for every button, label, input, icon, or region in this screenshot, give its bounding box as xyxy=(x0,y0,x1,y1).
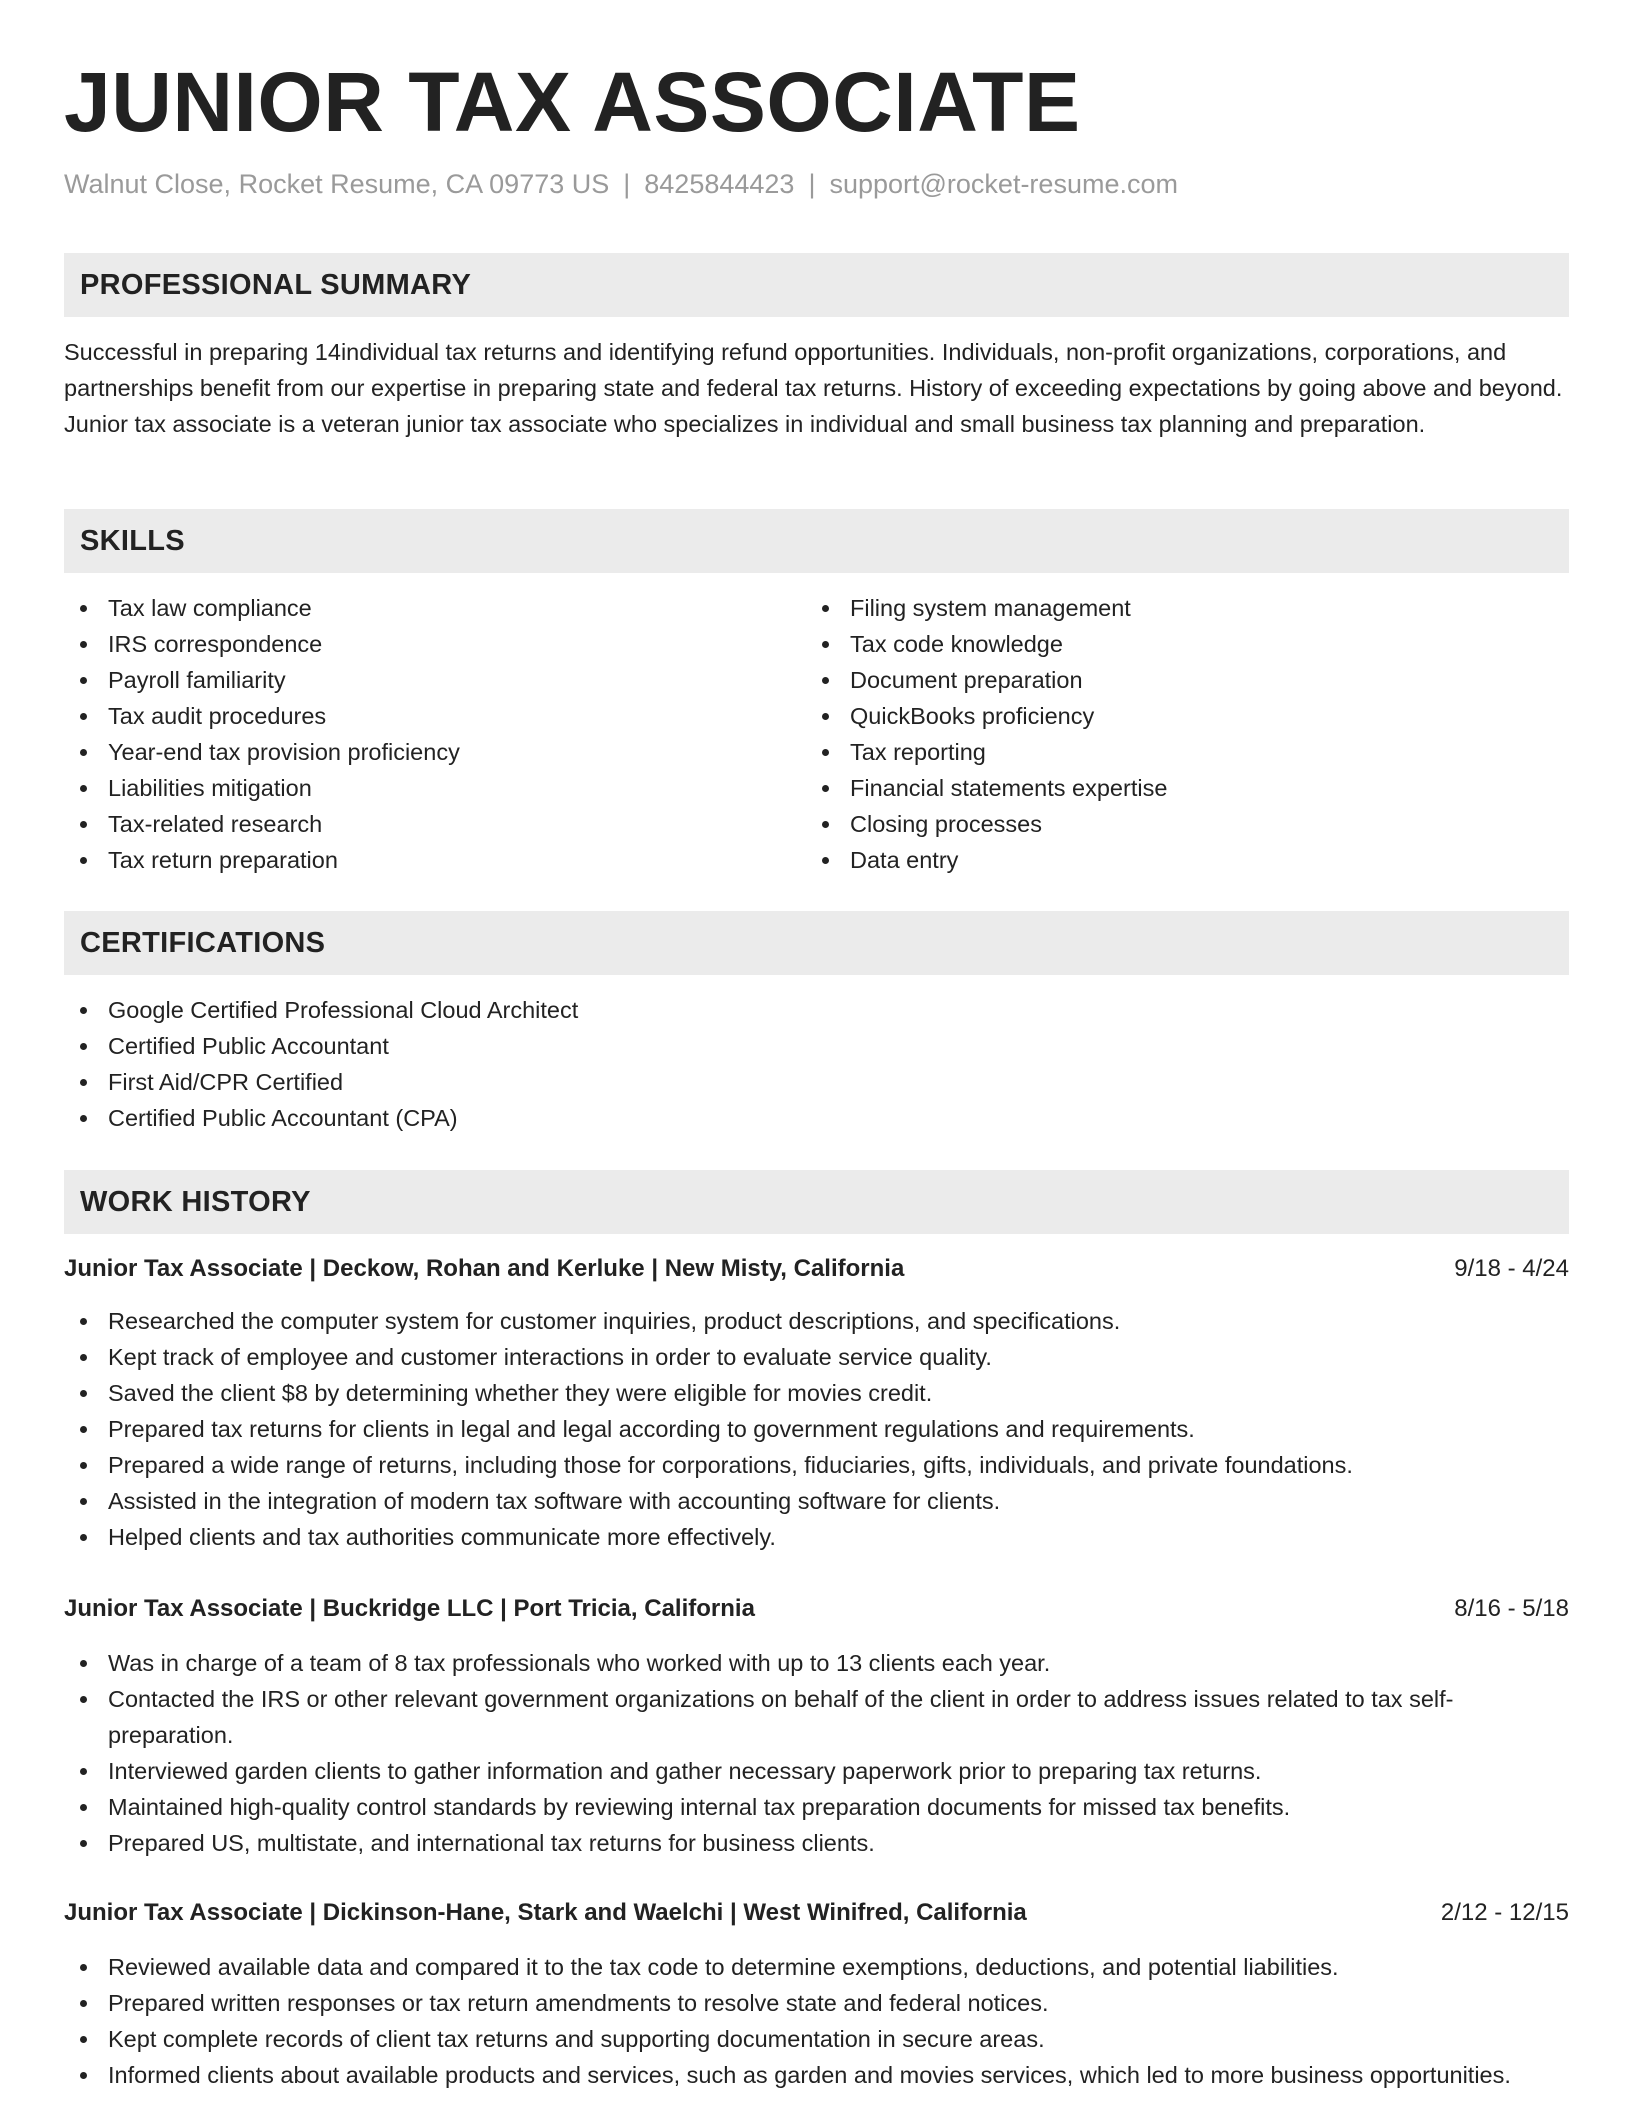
job-bullet: Researched the computer system for customer inquiries, product descriptions, and specifications. xyxy=(64,1303,1569,1339)
certifications-list xyxy=(64,992,1569,1136)
job-bullet: Maintained high-quality control standards by reviewing internal tax preparation documents for missed tax benefits. xyxy=(64,1789,1569,1825)
section-header-skills: SKILLS xyxy=(64,509,1569,573)
skill-item: Filing system management xyxy=(806,590,1548,626)
job-bullet: Assisted in the integration of modern tax software with accounting software for clients. xyxy=(64,1483,1569,1519)
contact-phone: 8425844423 xyxy=(644,169,795,199)
skill-item: Payroll familiarity xyxy=(64,662,806,698)
job-bullet: Interviewed garden clients to gather information and gather necessary paperwork prior to preparing tax returns. xyxy=(64,1753,1569,1789)
contact-address: Walnut Close, Rocket Resume, CA 09773 US xyxy=(64,169,610,199)
skill-item: QuickBooks proficiency xyxy=(806,698,1548,734)
summary-text: Successful in preparing 14individual tax returns and identifying refund opportunities. Individuals, non-profit organizations, corporations, and partnerships benefit from our expertise in preparing state and federal tax returns. History of exceeding expectations by going above and beyond. Junior tax associate is a veteran junior tax associate who specializes in individual and small business tax planning and preparation. xyxy=(64,339,1563,437)
skill-item: Liabilities mitigation xyxy=(64,770,806,806)
skill-item: Financial statements expertise xyxy=(806,770,1548,806)
section-header-certifications: CERTIFICATIONS xyxy=(64,911,1569,975)
contact-email: support@rocket-resume.com xyxy=(829,169,1178,199)
job-bullet: Reviewed available data and compared it to the tax code to determine exemptions, deductions, and potential liabilities. xyxy=(64,1949,1569,1985)
skill-item: IRS correspondence xyxy=(64,626,806,662)
job-bullet: Kept track of employee and customer interactions in order to evaluate service quality. xyxy=(64,1339,1569,1375)
skill-item: Tax code knowledge xyxy=(806,626,1548,662)
job-dates: 2/12 - 12/15 xyxy=(1440,1899,1569,1926)
job-bullet: Prepared written responses or tax return amendments to resolve state and federal notices. xyxy=(64,1985,1569,2021)
certification-item: Google Certified Professional Cloud Architect xyxy=(64,992,1569,1028)
section-header-summary: PROFESSIONAL SUMMARY xyxy=(64,253,1569,317)
contact-line xyxy=(64,166,1178,202)
skill-item: Tax audit procedures xyxy=(64,698,806,734)
job-bullets xyxy=(64,1303,1569,1555)
skill-item: Closing processes xyxy=(806,806,1548,842)
skill-item: Tax law compliance xyxy=(64,590,806,626)
job-bullet: Informed clients about available products and services, such as garden and movies services, which led to more business opportunities. xyxy=(64,2057,1569,2093)
job-bullet: Prepared tax returns for clients in legal and legal according to government regulations and requirements. xyxy=(64,1411,1569,1447)
job-header xyxy=(64,1591,1569,1627)
job-bullet: Helped clients and tax authorities communicate more effectively. xyxy=(64,1519,1569,1555)
job-title: Junior Tax Associate | Buckridge LLC | Port Tricia, California xyxy=(64,1595,755,1622)
job-bullet: Contacted the IRS or other relevant government organizations on behalf of the client in order to address issues related to tax self-preparation. xyxy=(64,1681,1569,1753)
job-bullet: Kept complete records of client tax returns and supporting documentation in secure areas. xyxy=(64,2021,1569,2057)
job-dates: 8/16 - 5/18 xyxy=(1454,1595,1569,1622)
certification-item: First Aid/CPR Certified xyxy=(64,1064,1569,1100)
contact-separator: | xyxy=(808,169,816,199)
job-title: Junior Tax Associate | Deckow, Rohan and Kerluke | New Misty, California xyxy=(64,1255,905,1282)
skills-list-left xyxy=(64,590,806,878)
job-bullet: Saved the client $8 by determining whether they were eligible for movies credit. xyxy=(64,1375,1569,1411)
contact-separator: | xyxy=(623,169,631,199)
certification-item: Certified Public Accountant (CPA) xyxy=(64,1100,1569,1136)
job-header xyxy=(64,1251,1569,1287)
job-header xyxy=(64,1895,1569,1931)
skill-item: Year-end tax provision proficiency xyxy=(64,734,806,770)
job-bullet: Prepared US, multistate, and international tax returns for business clients. xyxy=(64,1825,1569,1861)
skill-item: Tax reporting xyxy=(806,734,1548,770)
section-header-work-history: WORK HISTORY xyxy=(64,1170,1569,1234)
candidate-name: JUNIOR TAX ASSOCIATE xyxy=(64,55,1081,149)
skill-item: Tax-related research xyxy=(64,806,806,842)
skills-columns xyxy=(64,590,1569,878)
job-bullets xyxy=(64,1645,1569,1861)
skill-item: Tax return preparation xyxy=(64,842,806,878)
job-dates: 9/18 - 4/24 xyxy=(1454,1255,1569,1282)
skill-item: Document preparation xyxy=(806,662,1548,698)
skill-item: Data entry xyxy=(806,842,1548,878)
job-bullets xyxy=(64,1949,1569,2093)
job-bullet: Was in charge of a team of 8 tax professionals who worked with up to 13 clients each year. xyxy=(64,1645,1569,1681)
certification-item: Certified Public Accountant xyxy=(64,1028,1569,1064)
job-title: Junior Tax Associate | Dickinson-Hane, Stark and Waelchi | West Winifred, California xyxy=(64,1899,1027,1926)
skills-list-right xyxy=(806,590,1548,878)
job-bullet: Prepared a wide range of returns, including those for corporations, fiduciaries, gifts, individuals, and private foundations. xyxy=(64,1447,1569,1483)
